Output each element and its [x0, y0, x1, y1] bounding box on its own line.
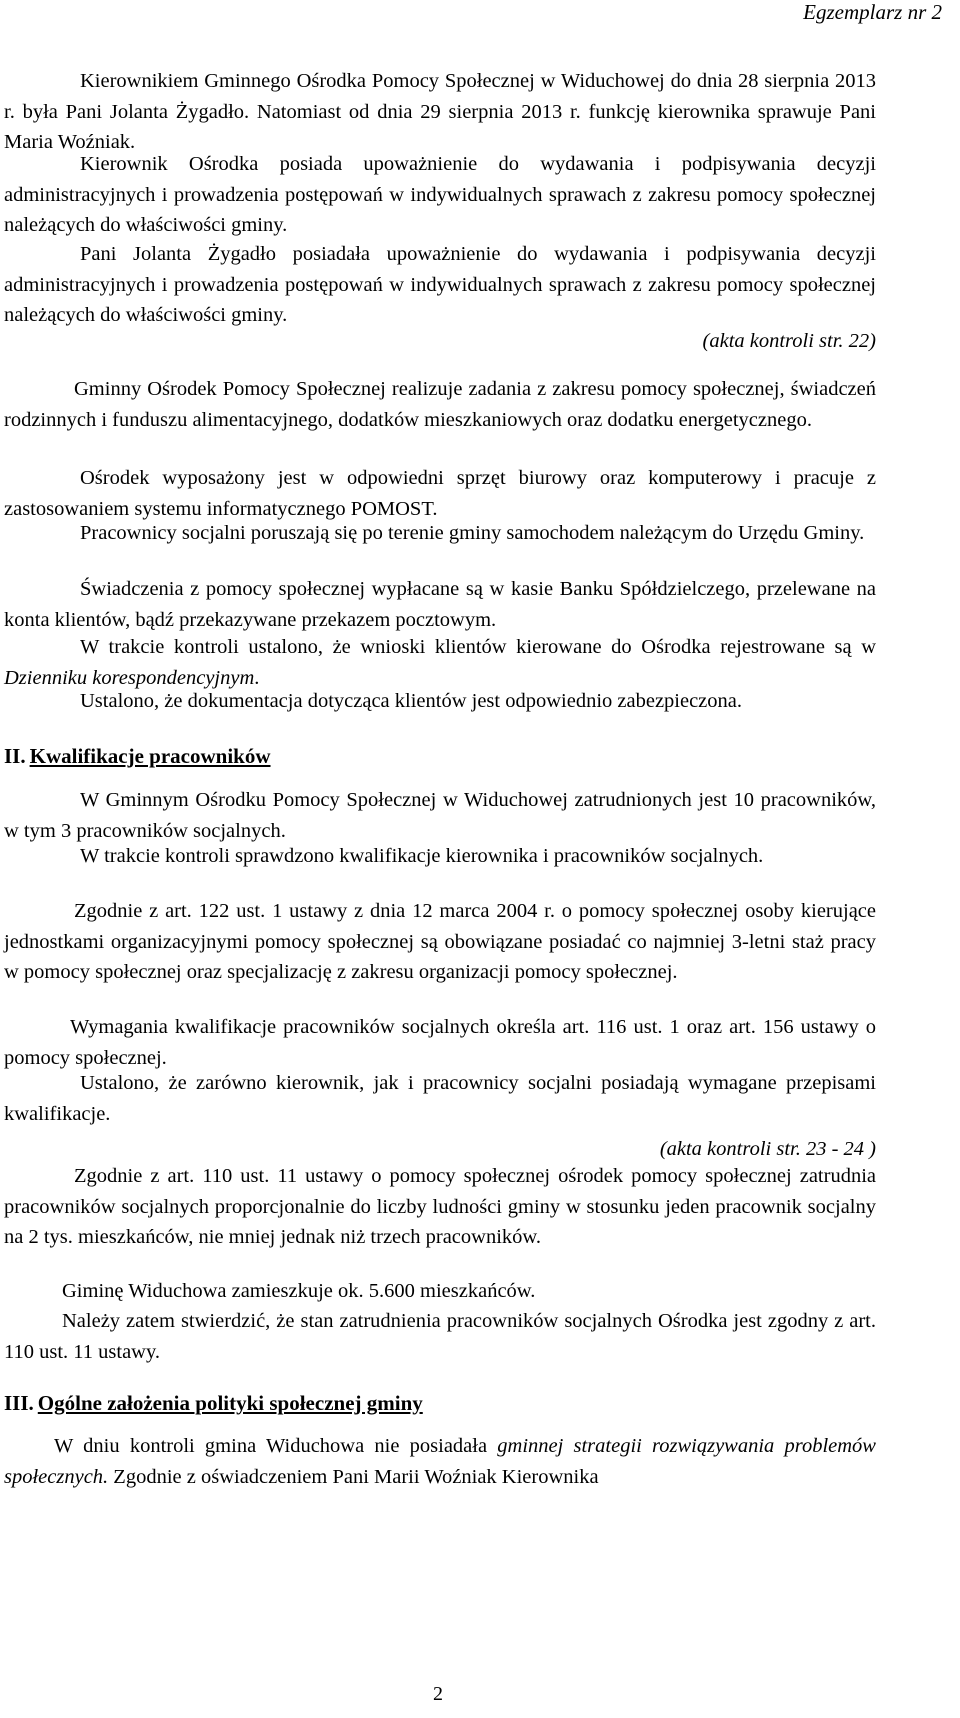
paragraph-art-110: Zgodnie z art. 110 ust. 11 ustawy o pomocy społecznej ośrodek pomocy społecznej zatrudnia pracowników socjalnych proporcjonalnie do liczby ludności gminy w stosunku jeden pracownik socjalny na 2 tys. mieszkańców, nie mniej jednak niż trzech pracowników.: [4, 1165, 876, 1248]
paragraph-strategy: [4, 1431, 876, 1492]
section-number: II.: [4, 744, 26, 768]
page-number: 2: [433, 1683, 443, 1705]
paragraph-registry: [4, 632, 876, 693]
section-title: Ogólne założenia polityki społecznej gminy: [37, 1391, 423, 1415]
paragraph-manager-authority: Kierownik Ośrodka posiada upoważnienie do wydawania i podpisywania decyzji administracyjnych i prowadzenia postępowań w indywidualnych sprawach z zakresu pomocy społecznej należących do właściwości gminy.: [4, 153, 876, 236]
paragraph-population: Giminę Widuchowa zamieszkuje ok. 5.600 mieszkańców.: [62, 1280, 536, 1302]
paragraph-managers: Kierownikiem Gminnego Ośrodka Pomocy Społecznej w Widuchowej do dnia 28 sierpnia 2013 r. była Pani Jolanta Żygadło. Natomiast od dnia 29 sierpnia 2013 r. funkcję kierownika sprawuje Pani Maria Woźniak.: [4, 70, 876, 153]
paragraph-employees: W Gminnym Ośrodku Pomocy Społecznej w Widuchowej zatrudnionych jest 10 pracowników, w tym 3 pracowników socjalnych.: [4, 789, 876, 842]
paragraph-former-manager-authority: Pani Jolanta Żygadło posiadała upoważnienie do wydawania i podpisywania decyzji administracyjnych i prowadzenia postępowań w indywidualnych sprawach z zakresu pomocy społecznej należących do właściwości gminy.: [4, 243, 876, 326]
file-reference-22: (akta kontroli str. 22): [702, 330, 876, 352]
paragraph-art-122: Zgodnie z art. 122 ust. 1 ustawy z dnia 12 marca 2004 r. o pomocy społecznej osoby kierujące jednostkami organizacyjnymi pomocy społecznej są obowiązane posiadać co najmniej 3-letni staż pracy w pomocy społecznej oraz specjalizację z zakresu organizacji pomocy społecznej.: [4, 900, 876, 983]
strategy-lead: W dniu kontroli gmina Widuchowa nie posiadała: [54, 1435, 498, 1457]
paragraph-documentation: Ustalono, że dokumentacja dotycząca klientów jest odpowiednio zabezpieczona.: [80, 690, 743, 712]
paragraph-qualified: Ustalono, że zarówno kierownik, jak i pracownicy socjalni posiadają wymagane przepisami kwalifikacje.: [4, 1072, 876, 1125]
copy-number-label: Egzemplarz nr 2: [803, 0, 942, 24]
section-number: III.: [4, 1391, 34, 1415]
registry-tail: .: [254, 666, 260, 689]
paragraph-equipment: Ośrodek wyposażony jest w odpowiedni sprzęt biurowy oraz komputerowy i pracuje z zastosowaniem systemu informatycznego POMOST.: [4, 467, 876, 520]
registry-italic: Dzienniku korespondencyjnym: [4, 666, 255, 689]
paragraph-transport: Pracownicy socjalni poruszają się po terenie gminy samochodem należącym do Urzędu Gminy.: [80, 522, 865, 544]
section-title: Kwalifikacje pracowników: [29, 744, 271, 768]
paragraph-art-116: Wymagania kwalifikacje pracowników socjalnych określa art. 116 ust. 1 oraz art. 156 ustawy o pomocy społecznej.: [4, 1016, 876, 1069]
section-heading-qualifications: [4, 744, 271, 769]
section-heading-social-policy: [4, 1391, 423, 1416]
registry-lead: W trakcie kontroli ustalono, że wnioski klientów kierowane do Ośrodka rejestrowane są w: [80, 636, 876, 658]
strategy-italic: gminnej strategii rozwiązywania problemów społecznych.: [4, 1435, 876, 1488]
paragraph-conclusion: Należy zatem stwierdzić, że stan zatrudnienia pracowników socjalnych Ośrodka jest zgodny z art. 110 ust. 11 ustawy.: [4, 1310, 876, 1363]
file-reference-23-24: (akta kontroli str. 23 - 24 ): [659, 1138, 876, 1160]
paragraph-tasks: Gminny Ośrodek Pomocy Społecznej realizuje zadania z zakresu pomocy społecznej, świadczeń rodzinnych i funduszu alimentacyjnego, dodatków mieszkaniowych oraz dodatku energetycznego.: [4, 378, 876, 431]
paragraph-check-qualifications: W trakcie kontroli sprawdzono kwalifikacje kierownika i pracowników socjalnych.: [80, 845, 764, 867]
strategy-tail: Zgodnie z oświadczeniem Pani Marii Woźniak Kierownika: [108, 1465, 599, 1488]
paragraph-payments: Świadczenia z pomocy społecznej wypłacane są w kasie Banku Spółdzielczego, przelewane na konta klientów, bądź przekazywane przekazem pocztowym.: [4, 578, 876, 631]
